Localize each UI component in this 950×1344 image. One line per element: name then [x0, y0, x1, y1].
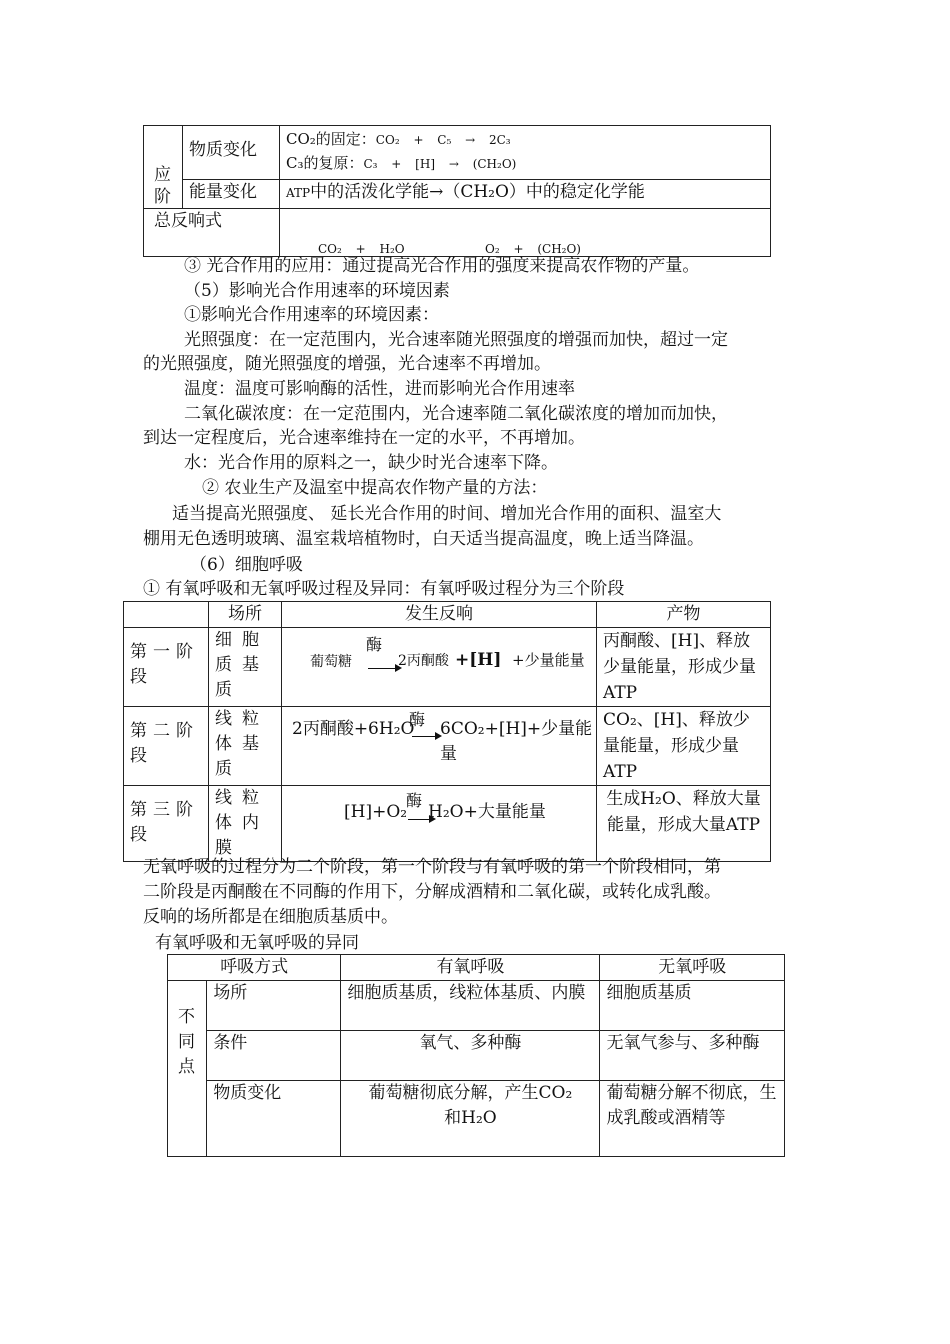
stage-label-cell — [144, 126, 183, 209]
row-material-anaerobic: 葡萄糖分解不彻底，生成乳酸或酒精等 — [600, 1081, 785, 1157]
total-reaction-label: 总反响式 — [144, 209, 280, 257]
paragraph-light: 光照强度：在一定范围内，光合速率随光照强度的增强而加快，超过一定 — [184, 330, 728, 350]
stage2-result: CO₂、[H]、释放少量能量，形成少量ATP — [597, 707, 771, 786]
stage2-place: 线粒体基质 — [209, 707, 282, 786]
stage3-place: 线粒体内膜 — [209, 786, 282, 862]
header-place: 场所 — [209, 602, 282, 628]
paragraph-temperature: 温度：温度可影响酶的活性，进而影响光合作用速率 — [184, 379, 575, 399]
comparison-table — [167, 954, 785, 1157]
paragraph-co2: 二氧化碳浓度：在一定范围内，光合速率随二氧化碳浓度的增加而加快， — [184, 404, 728, 424]
stage2-arrow-icon — [412, 729, 442, 743]
heading-environment-factors: （5）影响光合作用速率的环境因素 — [184, 281, 450, 301]
stage3-right: H₂O+大量能量 — [428, 802, 546, 822]
paragraph-anaerobic: 无氧呼吸的过程分为二个阶段，第一个阶段与有氧呼吸的第一个阶段相同，第 — [143, 857, 721, 877]
stage1-product: 2丙酮酸 — [398, 653, 449, 669]
row-material-aerobic: 葡萄糖彻底分解，产生CO₂和H₂O — [341, 1081, 600, 1157]
header-product: 产物 — [597, 602, 771, 628]
paragraph-water: 水：光合作用的原料之一，缺少时光合速率下降。 — [184, 453, 558, 473]
paragraph-co2-cont: 到达一定程度后，光合速率维持在一定的水平，不再增加。 — [143, 428, 585, 448]
energy-change-content: ATP中的活泼化学能→（CH₂O）中的稳定化学能 — [280, 180, 771, 209]
row-condition-anaerobic: 无氧气参与、多种酶 — [600, 1031, 785, 1081]
paragraph-application: ③ 光合作用的应用：通过提高光合作用的强度来提高农作物的产量。 — [184, 256, 700, 276]
paragraph-light-cont: 的光照强度，随光照强度的增强，光合速率不再增加。 — [143, 354, 551, 374]
stage3-label: 第三阶段 — [124, 786, 209, 862]
row-place-aerobic: 细胞质基质，线粒体基质、内膜 — [341, 981, 600, 1031]
row-place-label: 场所 — [207, 981, 341, 1031]
stage3-left: [H]+O₂ — [344, 802, 408, 822]
total-products: O₂ + (CH₂O) — [485, 242, 581, 256]
stage2-enzyme: 酶 — [409, 710, 426, 729]
paragraph-anaerobic-cont: 二阶段是丙酮酸在不同酶的作用下，分解成酒精和二氧化碳，或转化成乳酸。 — [143, 882, 721, 902]
material-change-label: 物质变化 — [183, 126, 280, 180]
energy-change-label: 能量变化 — [183, 180, 280, 209]
stage2-reaction — [282, 707, 597, 786]
stage2-left: 2丙酮酸+6H₂O — [292, 719, 415, 739]
header-empty — [124, 602, 209, 628]
photosynthesis-table — [143, 125, 771, 257]
stage2-label: 第二阶段 — [124, 707, 209, 786]
material-change-content: CO₂的固定：CO₂ + C₅ → 2C₃ C₃的复原：C₃ + [H] → (CH₂O) — [280, 126, 771, 180]
heading-methods: ② 农业生产及温室中提高农作物产量的方法： — [202, 478, 548, 498]
stage1-energy: +少量能量 — [512, 651, 585, 669]
paragraph-methods-cont: 棚用无色透明玻璃、温室栽培植物时，白天适当提高温度，晚上适当降温。 — [143, 529, 704, 549]
row-condition-label: 条件 — [207, 1031, 341, 1081]
total-reaction-content — [280, 209, 771, 257]
heading-factors-list: ①影响光合作用速率的环境因素： — [184, 305, 439, 325]
heading-respiration: （6）细胞呼吸 — [190, 555, 303, 575]
header-reaction: 发生反响 — [282, 602, 597, 628]
header-aerobic: 有氧呼吸 — [341, 955, 600, 981]
stage3-reaction — [282, 786, 597, 862]
stage1-arrow-icon — [368, 661, 402, 675]
aerobic-stages-table — [123, 601, 771, 862]
row-material-label: 物质变化 — [207, 1081, 341, 1157]
total-reactants: CO₂ + H₂O — [318, 242, 405, 256]
stage1-reaction — [282, 628, 597, 707]
paragraph-methods: 适当提高光照强度、 延长光合作用的时间、增加光合作用的面积、温室大 — [172, 504, 722, 524]
stage3-enzyme: 酶 — [406, 791, 423, 810]
row-place-anaerobic: 细胞质基质 — [600, 981, 785, 1031]
header-mode: 呼吸方式 — [168, 955, 341, 981]
stage1-hydrogen: +[H] — [455, 650, 502, 670]
stage-label: 应阶 — [154, 165, 171, 207]
stage1-result: 丙酮酸、[H]、释放少量能量，形成少量ATP — [597, 628, 771, 707]
stage2-right: 6CO₂+[H]+少量能量 — [440, 719, 593, 764]
stage1-label: 第一阶段 — [124, 628, 209, 707]
group-label: 不同点 — [168, 981, 207, 1157]
row-condition-aerobic: 氧气、多种酶 — [341, 1031, 600, 1081]
paragraph-respiration-stages: ① 有氧呼吸和无氧呼吸过程及异同：有氧呼吸过程分为三个阶段 — [143, 579, 625, 599]
heading-comparison: 有氧呼吸和无氧呼吸的异同 — [155, 933, 359, 953]
stage3-result: 生成H₂O、释放大量能量，形成大量ATP — [597, 786, 771, 862]
stage1-place: 细胞质基质 — [209, 628, 282, 707]
stage1-enzyme: 酶 — [366, 635, 383, 654]
header-anaerobic: 无氧呼吸 — [600, 955, 785, 981]
paragraph-anaerobic-place: 反响的场所都是在细胞质基质中。 — [143, 907, 398, 927]
stage1-reactant: 葡萄糖 — [310, 654, 352, 670]
